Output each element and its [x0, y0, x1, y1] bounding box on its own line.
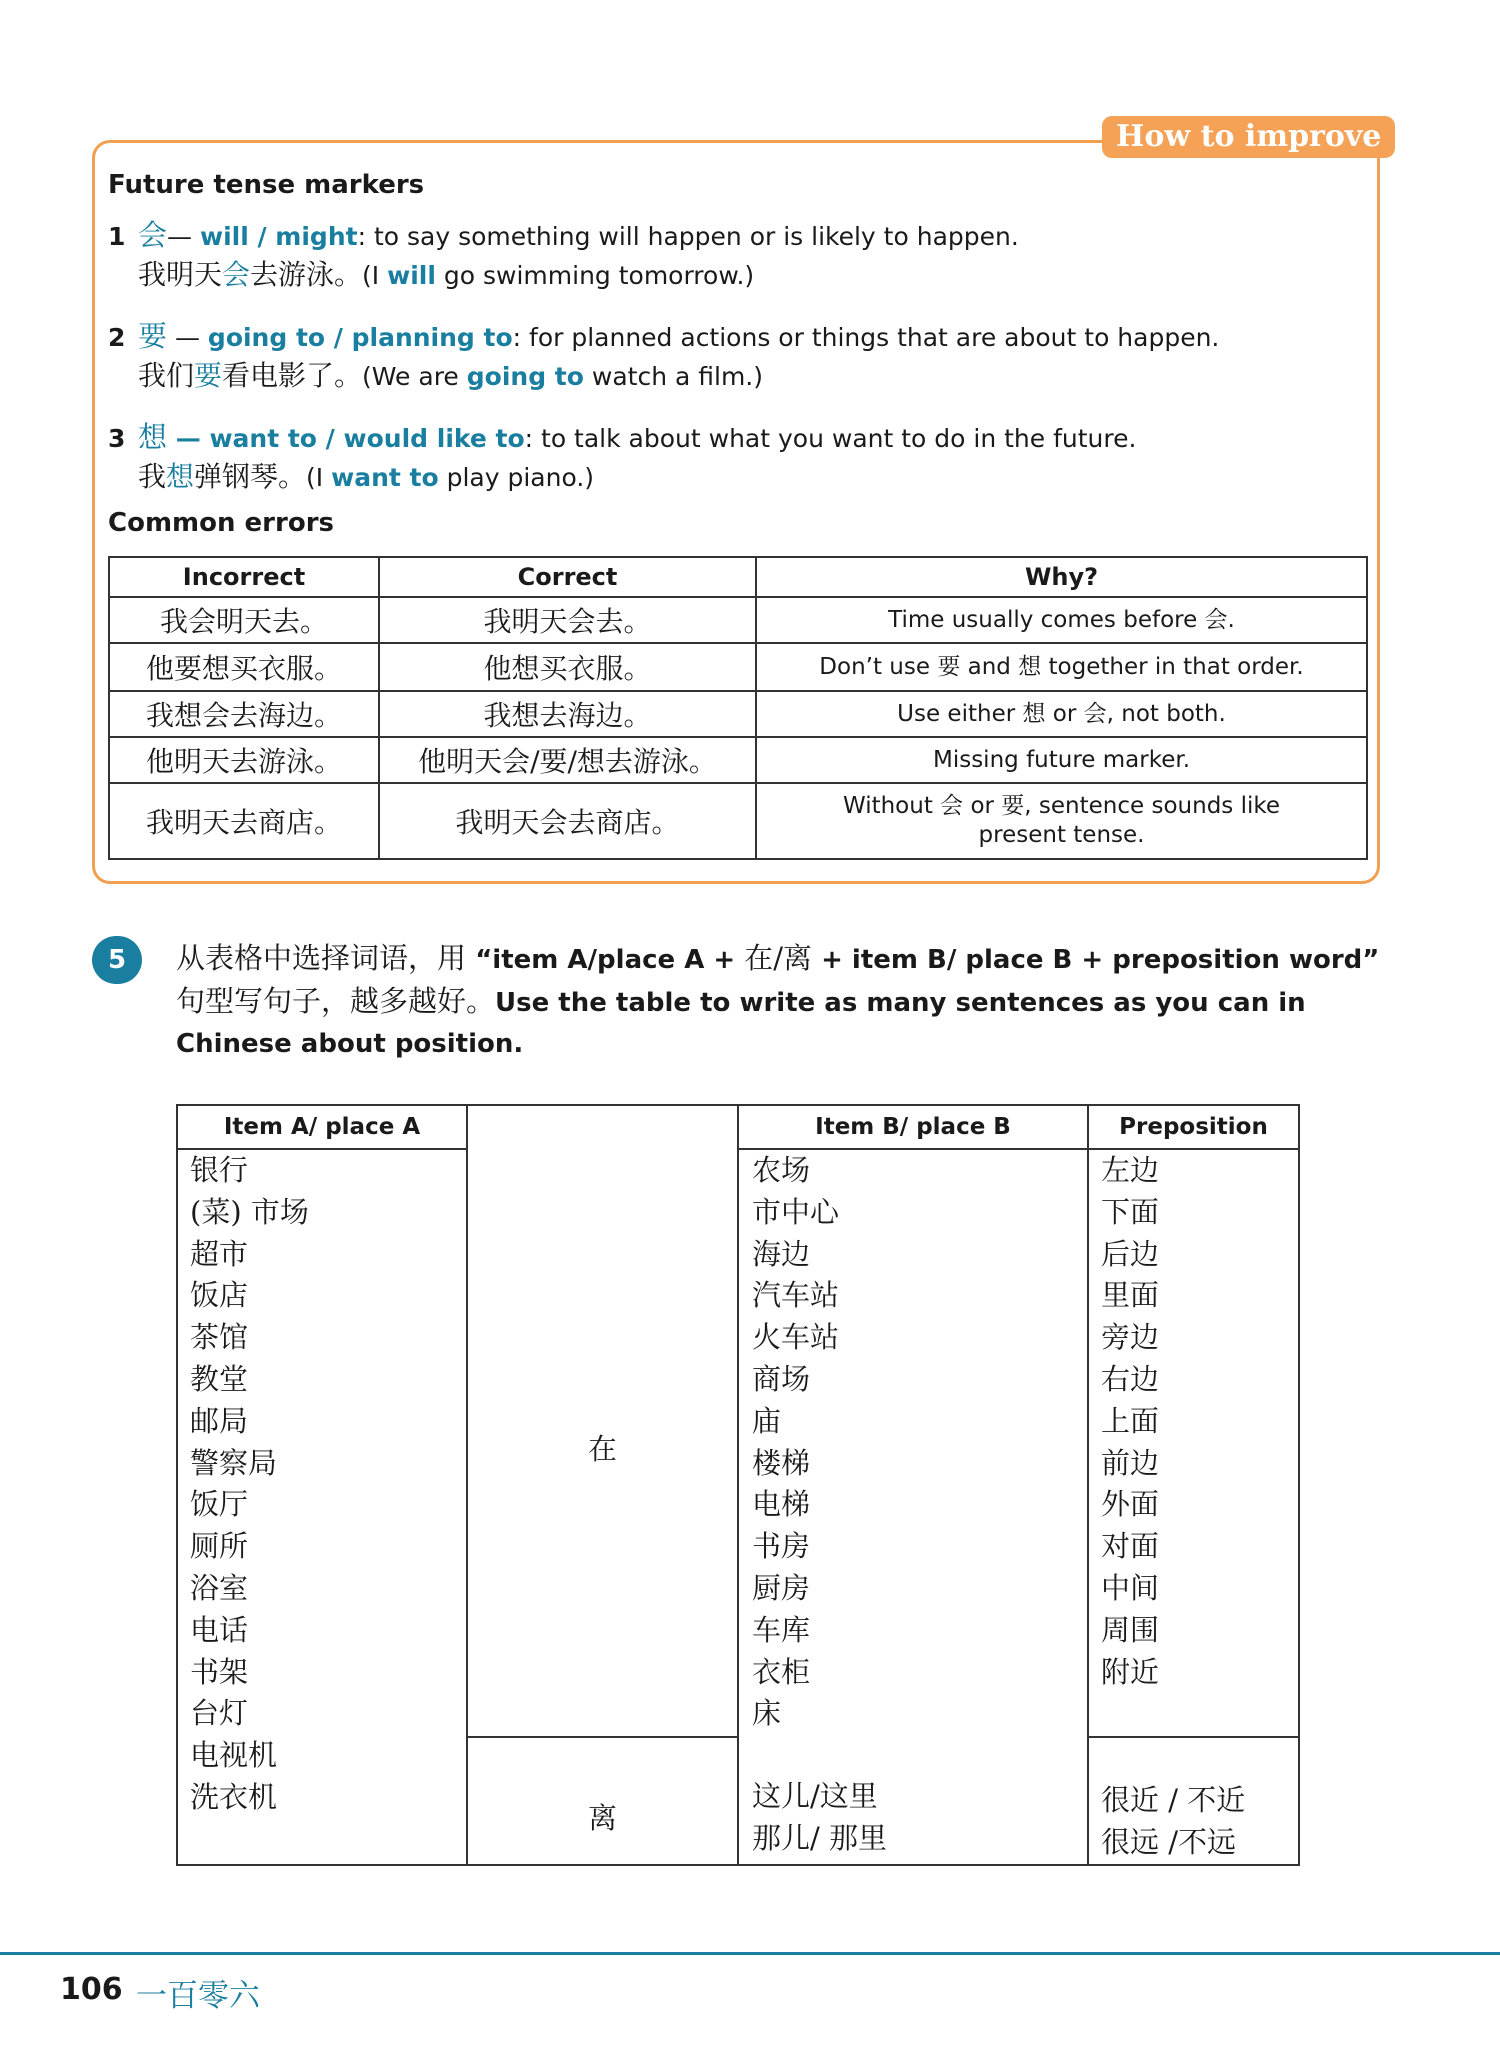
vocab-item: 很近 / 不近	[1101, 1783, 1246, 1817]
example-cn: 我明天	[138, 258, 223, 291]
vocab-item: 台灯	[190, 1696, 249, 1731]
incorrect-cell: 他明天去游泳。	[109, 737, 379, 783]
vocab-item: 汽车站	[752, 1278, 840, 1313]
vocab-item: 旁边	[1101, 1320, 1160, 1355]
example-cn-key: 会	[222, 258, 251, 291]
preposition-list	[1101, 1150, 1159, 1693]
vocab-item: 教堂	[190, 1361, 249, 1396]
vocab-item: 周围	[1101, 1612, 1160, 1647]
vocab-item: 右边	[1101, 1361, 1160, 1396]
vocab-item: 邮局	[190, 1403, 249, 1438]
marker-desc: : to say something will happen or is likely to happen.	[357, 222, 1019, 251]
vocab-item: 警察局	[190, 1445, 278, 1480]
incorrect-cell: 我想会去海边。	[109, 691, 379, 737]
exercise-instructions	[176, 938, 1396, 1065]
column-divider	[1087, 1106, 1089, 1864]
instruction-cn: 从表格中选择词语，用	[176, 941, 476, 975]
header-why: Why?	[756, 557, 1367, 597]
footer-rule	[0, 1952, 1500, 1955]
page-number: 106	[60, 1972, 123, 2007]
tense-item-2	[108, 317, 1219, 396]
example-en: (We are	[362, 362, 467, 391]
vocab-item: 外面	[1101, 1487, 1160, 1522]
row-divider	[466, 1736, 739, 1738]
dash: —	[167, 424, 210, 453]
how-to-improve-tag: How to improve	[1102, 116, 1395, 158]
vocab-item: 庙	[752, 1403, 782, 1438]
vocab-item: 里面	[1101, 1278, 1160, 1313]
why-cell: Missing future marker.	[756, 737, 1367, 783]
marker-meaning: going to / planning to	[207, 323, 513, 352]
pattern-text: + item B/ place B + preposition word”	[812, 945, 1380, 975]
example-en: (I	[362, 261, 388, 290]
vocab-item: 电话	[190, 1612, 249, 1647]
marker-meaning: want to / would like to	[209, 424, 525, 453]
vocab-item: 那儿/ 那里	[752, 1820, 887, 1855]
marker-meaning: will / might	[199, 222, 358, 251]
table-row	[109, 737, 1367, 783]
vocab-item: 前边	[1101, 1445, 1160, 1480]
distance-list	[1101, 1780, 1245, 1864]
vocab-item: 浴室	[190, 1570, 249, 1605]
example-cn-key: 要	[194, 359, 223, 392]
item-number: 2	[108, 323, 126, 352]
example-cn-key: 想	[166, 460, 195, 493]
example-cn: 我们	[138, 359, 195, 392]
tense-item-1	[108, 216, 1019, 295]
vocab-item: 很远 /不远	[1101, 1824, 1236, 1859]
dash: —	[167, 323, 208, 352]
item-b-distance-list	[752, 1776, 887, 1860]
vocab-item: (菜) 市场	[190, 1194, 309, 1229]
header-item-a: Item A/ place A	[223, 1114, 421, 1140]
vocab-item: 火车站	[752, 1320, 840, 1355]
pattern-cn: 在/离	[744, 941, 813, 975]
correct-cell: 我明天会去商店。	[379, 783, 756, 859]
vocab-item: 中间	[1101, 1570, 1160, 1605]
example-en-key: going to	[466, 362, 584, 391]
item-number: 3	[108, 424, 126, 453]
vocab-item: 书架	[190, 1654, 249, 1689]
vocab-item: 海边	[752, 1236, 811, 1271]
exercise-number-badge: 5	[92, 936, 142, 984]
example-en-key: will	[387, 261, 436, 290]
example-cn: 我	[138, 460, 167, 493]
example-en: play piano.)	[438, 463, 595, 492]
vocab-item: 厨房	[752, 1570, 811, 1605]
example-en-key: want to	[331, 463, 439, 492]
why-cell: Use either 想 or 会, not both.	[756, 691, 1367, 737]
page-number-chinese: 一百零六	[136, 1978, 260, 2014]
common-errors-title: Common errors	[108, 508, 334, 538]
vocab-item: 上面	[1101, 1403, 1160, 1438]
example-en: watch a film.)	[583, 362, 764, 391]
vocab-item: 市中心	[752, 1194, 840, 1229]
future-tense-title: Future tense markers	[108, 170, 425, 200]
table-row	[109, 597, 1367, 643]
marker-char: 要	[138, 319, 168, 353]
vocabulary-table	[176, 1104, 1300, 1866]
vocab-item: 饭店	[190, 1278, 249, 1313]
correct-cell: 他想买衣服。	[379, 643, 756, 691]
vocab-item: 农场	[752, 1153, 811, 1187]
instruction-cn: 句型写句子，越多越好。	[176, 984, 496, 1018]
correct-cell: 我想去海边。	[379, 691, 756, 737]
vocab-item: 左边	[1101, 1153, 1160, 1187]
example-cn: 弹钢琴。	[194, 460, 307, 493]
header-item-b: Item B/ place B	[815, 1114, 1011, 1140]
incorrect-cell: 他要想买衣服。	[109, 643, 379, 691]
row-divider	[1087, 1736, 1298, 1738]
item-number: 1	[108, 222, 126, 251]
header-correct: Correct	[379, 557, 756, 597]
vocab-item: 后边	[1101, 1236, 1160, 1271]
correct-cell: 我明天会去。	[379, 597, 756, 643]
dash: —	[167, 222, 200, 251]
instruction-en: Use the table to write as many sentences as you can in Chinese about position.	[176, 988, 1306, 1059]
table-header-row	[109, 557, 1367, 597]
table-row	[109, 691, 1367, 737]
example-en: (I	[306, 463, 332, 492]
pattern-text: “item A/place A +	[475, 945, 745, 975]
example-cn: 看电影了。	[222, 359, 363, 392]
vocab-item: 茶馆	[190, 1320, 249, 1355]
vocab-item: 超市	[190, 1236, 249, 1271]
vocab-item: 书房	[752, 1529, 811, 1564]
marker-char: 会	[138, 218, 168, 252]
marker-char: 想	[138, 420, 168, 454]
incorrect-cell: 我会明天去。	[109, 597, 379, 643]
marker-desc: : for planned actions or things that are about to happen.	[512, 323, 1220, 352]
header-incorrect: Incorrect	[109, 557, 379, 597]
why-cell: Don’t use 要 and 想 together in that order.	[756, 643, 1367, 691]
vocab-item: 饭厅	[190, 1487, 249, 1522]
example-cn: 去游泳。	[250, 258, 363, 291]
incorrect-cell: 我明天去商店。	[109, 783, 379, 859]
why-cell: Without 会 or 要, sentence sounds like present tense.	[756, 783, 1367, 859]
vocab-item: 楼梯	[752, 1445, 811, 1480]
vocab-item: 衣柜	[752, 1654, 811, 1689]
item-b-list	[752, 1150, 839, 1735]
vocab-item: 电梯	[752, 1487, 811, 1522]
vocab-item: 商场	[752, 1361, 811, 1396]
vocab-item: 这儿/这里	[752, 1779, 878, 1813]
column-divider	[466, 1106, 468, 1864]
vocab-item: 洗衣机	[190, 1779, 278, 1814]
table-row	[109, 783, 1367, 859]
vocab-item: 附近	[1101, 1654, 1160, 1689]
marker-desc: : to talk about what you want to do in the future.	[524, 424, 1137, 453]
vocab-item: 车库	[752, 1612, 811, 1647]
example-en: go swimming tomorrow.)	[435, 261, 755, 290]
item-a-list	[190, 1150, 309, 1819]
verb-li: 离	[588, 1801, 618, 1835]
tense-item-3	[108, 418, 1136, 497]
vocab-item: 下面	[1101, 1194, 1160, 1229]
header-preposition: Preposition	[1119, 1114, 1268, 1140]
vocab-item: 厕所	[190, 1529, 249, 1564]
common-errors-table	[108, 556, 1368, 860]
vocab-item: 对面	[1101, 1529, 1160, 1564]
vocab-item: 银行	[190, 1153, 249, 1187]
vocab-item: 电视机	[190, 1738, 278, 1773]
correct-cell: 他明天会/要/想去游泳。	[379, 737, 756, 783]
column-divider	[737, 1106, 739, 1864]
why-cell: Time usually comes before 会.	[756, 597, 1367, 643]
table-row	[109, 643, 1367, 691]
verb-zai: 在	[588, 1432, 618, 1466]
vocab-item: 床	[752, 1696, 782, 1731]
